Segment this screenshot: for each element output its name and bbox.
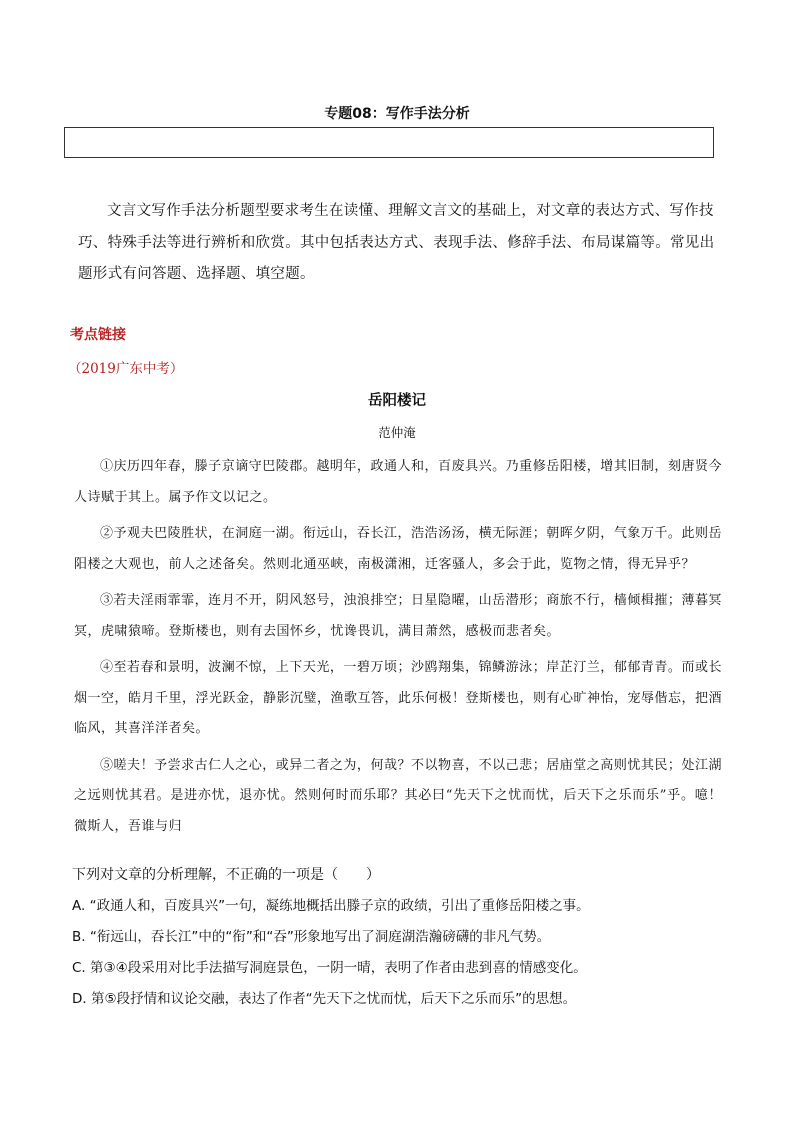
- question-stem: 下列对文章的分析理解，不正确的一项是（ ）: [72, 867, 380, 883]
- essay-author: 范仲淹: [378, 425, 416, 440]
- option-b: B. “衔远山，吞长江”中的“衔”和“吞”形象地写出了洞庭湖浩瀚磅礴的非凡气势。: [72, 929, 551, 945]
- intro-paragraph: 文言文写作手法分析题型要求考生在读懂、理解文言文的基础上，对文章的表达方式、写作技巧、特殊手法等进行辨析和欣赏。其中包括表达方式、表现手法、修辞手法、布局谋篇等。常见出题形式有问答题、选择题、填空题。: [78, 203, 715, 282]
- essay-paragraph-2: ②予观夫巴陵胜状，在洞庭一湖。衔远山，吞长江，浩浩汤汤，横无际涯；朝晖夕阴，气象万千。此则岳阳楼之大观也，前人之述备矣。然则北通巫峡，南极潇湘，迁客骚人，多会于此，览物之情，得无异乎？: [74, 526, 722, 572]
- option-a: A. “政通人和，百废具兴”一句，凝练地概括出滕子京的政绩，引出了重修岳阳楼之事。: [72, 898, 590, 914]
- option-d: D. 第⑤段抒情和议论交融，表达了作者“先天下之忧而忧，后天下之乐而乐”的思想。: [72, 991, 577, 1007]
- essay-paragraph-4: ④至若春和景明，波澜不惊，上下天光，一碧万顷；沙鸥翔集，锦鳞游泳；岸芷汀兰，郁郁青青。而或长烟一空，皓月千里，浮光跃金，静影沉璧，渔歌互答，此乐何极！登斯楼也，则有心旷神怡，宠辱偕忘，把酒临风，其喜洋洋者矣。: [74, 660, 723, 736]
- essay-paragraph-3: ③若夫淫雨霏霏，连月不开，阴风怒号，浊浪排空；日星隐曜，山岳潜形；商旅不行，樯倾楫摧；薄暮冥冥，虎啸猿啼。登斯楼也，则有去国怀乡，忧谗畏讥，满目萧然，感极而悲者矣。: [74, 593, 722, 639]
- title-box: [64, 127, 714, 158]
- option-c: C. 第③④段采用对比手法描写洞庭景色，一阴一晴，表明了作者由悲到喜的情感变化。: [72, 960, 587, 976]
- essay-title: 岳阳楼记: [368, 393, 426, 409]
- essay-body: [74, 452, 722, 848]
- source-tag: （2019广东中考）: [68, 361, 184, 377]
- question-block: [72, 864, 732, 1019]
- page-title: 专题08：写作手法分析: [324, 106, 470, 122]
- essay-paragraph-1: ①庆历四年春，滕子京谪守巴陵郡。越明年，政通人和，百废具兴。乃重修岳阳楼，增其旧制，刻唐贤今人诗赋于其上。属予作文以记之。: [74, 459, 722, 505]
- essay-paragraph-5: ⑤嗟夫！予尝求古仁人之心，或异二者之为，何哉？不以物喜，不以己悲；居庙堂之高则忧其民；处江湖之远则忧其君。是进亦忧，退亦忧。然则何时而乐耶？其必曰“先天下之忧而忧，后天下之乐而乐”乎。噫！微斯人，吾谁与归: [74, 757, 722, 834]
- section-heading: 考点链接: [70, 327, 126, 343]
